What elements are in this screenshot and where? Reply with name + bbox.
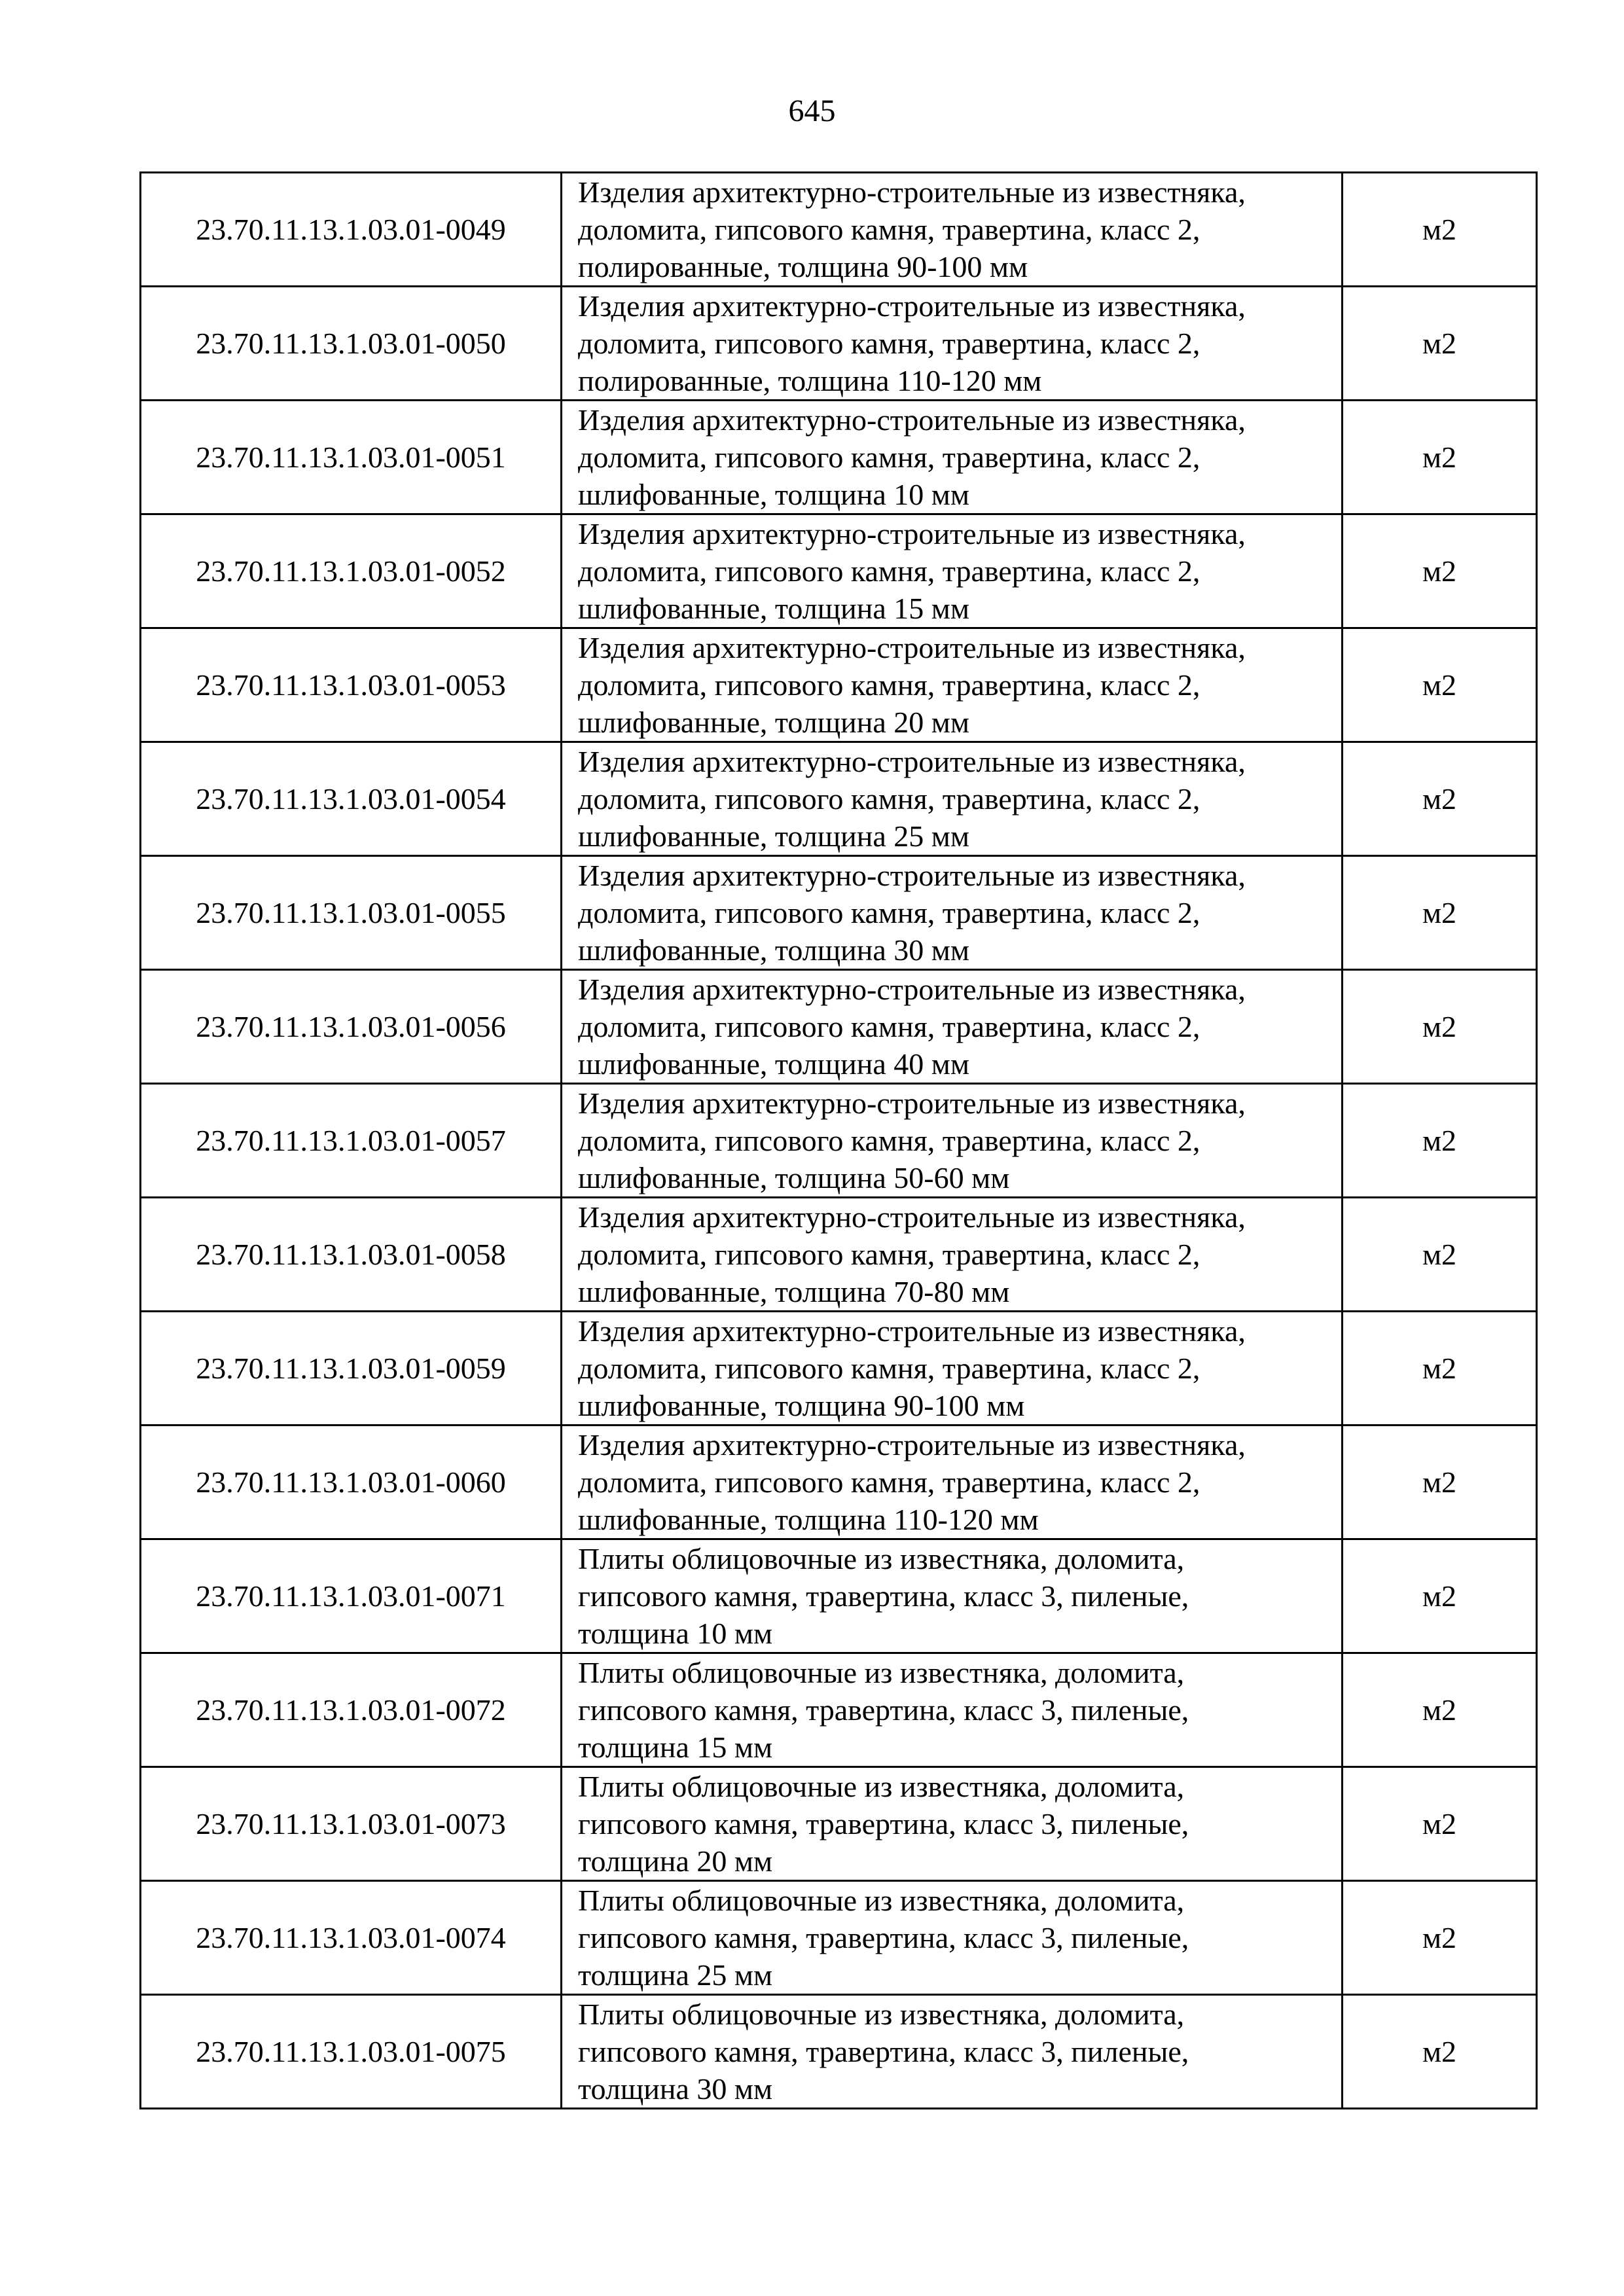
unit-cell: м2 — [1343, 742, 1537, 856]
resource-table — [139, 171, 1538, 2109]
table-row — [141, 856, 1537, 970]
resource-code-cell: 23.70.11.13.1.03.01-0056 — [141, 970, 562, 1084]
resource-code-cell: 23.70.11.13.1.03.01-0058 — [141, 1198, 562, 1312]
resource-name-line: толщина 30 мм — [578, 2072, 773, 2106]
resource-name-cell — [562, 1767, 1343, 1881]
table-row — [141, 1995, 1537, 2109]
unit-cell: м2 — [1343, 287, 1537, 401]
resource-code-cell: 23.70.11.13.1.03.01-0071 — [141, 1539, 562, 1653]
unit-cell: м2 — [1343, 514, 1537, 628]
resource-name-line: Изделия архитектурно-строительные из известняка, — [578, 1086, 1246, 1120]
resource-name-line: Изделия архитектурно-строительные из известняка, — [578, 1428, 1246, 1462]
resource-name-line: гипсового камня, травертина, класс 3, пиленые, — [578, 1921, 1189, 1954]
resource-name-line: Изделия архитектурно-строительные из известняка, — [578, 1314, 1246, 1348]
resource-name-line: доломита, гипсового камня, травертина, класс 2, — [578, 1010, 1200, 1043]
resource-code-cell: 23.70.11.13.1.03.01-0053 — [141, 628, 562, 742]
resource-name-line: толщина 20 мм — [578, 1844, 773, 1878]
resource-name-cell — [562, 1198, 1343, 1312]
resource-name-line: гипсового камня, травертина, класс 3, пиленые, — [578, 2035, 1189, 2068]
resource-code-cell: 23.70.11.13.1.03.01-0050 — [141, 287, 562, 401]
table-row — [141, 628, 1537, 742]
unit-cell: м2 — [1343, 970, 1537, 1084]
resource-name-line: доломита, гипсового камня, травертина, класс 2, — [578, 440, 1200, 474]
resource-name-cell — [562, 1312, 1343, 1426]
table-row — [141, 173, 1537, 287]
resource-name-cell — [562, 1881, 1343, 1995]
resource-name-line: Изделия архитектурно-строительные из известняка, — [578, 1200, 1246, 1234]
resource-name-line: шлифованные, толщина 40 мм — [578, 1047, 970, 1081]
resource-name-cell — [562, 856, 1343, 970]
resource-name-line: Изделия архитектурно-строительные из известняка, — [578, 517, 1246, 550]
resource-name-cell — [562, 514, 1343, 628]
resource-name-cell — [562, 1426, 1343, 1539]
resource-name-line: Плиты облицовочные из известняка, доломита, — [578, 1884, 1185, 1917]
resource-name-cell — [562, 1539, 1343, 1653]
table-row — [141, 1539, 1537, 1653]
unit-cell: м2 — [1343, 1084, 1537, 1198]
unit-cell: м2 — [1343, 173, 1537, 287]
table-row — [141, 1084, 1537, 1198]
resource-name-cell — [562, 628, 1343, 742]
table-row — [141, 1767, 1537, 1881]
resource-code-cell: 23.70.11.13.1.03.01-0059 — [141, 1312, 562, 1426]
resource-name-line: доломита, гипсового камня, травертина, класс 2, — [578, 1465, 1200, 1499]
resource-name-line: шлифованные, толщина 110-120 мм — [578, 1503, 1039, 1536]
table-row — [141, 1312, 1537, 1426]
resource-name-line: доломита, гипсового камня, травертина, класс 2, — [578, 782, 1200, 816]
table-row — [141, 742, 1537, 856]
resource-name-cell — [562, 401, 1343, 514]
resource-code-cell: 23.70.11.13.1.03.01-0054 — [141, 742, 562, 856]
resource-code-cell: 23.70.11.13.1.03.01-0060 — [141, 1426, 562, 1539]
unit-cell: м2 — [1343, 1881, 1537, 1995]
resource-name-line: шлифованные, толщина 20 мм — [578, 706, 970, 739]
resource-code-cell: 23.70.11.13.1.03.01-0049 — [141, 173, 562, 287]
resource-name-line: полированные, толщина 110-120 мм — [578, 364, 1042, 397]
resource-name-line: шлифованные, толщина 50-60 мм — [578, 1161, 1010, 1194]
resource-name-cell — [562, 742, 1343, 856]
resource-code-cell: 23.70.11.13.1.03.01-0074 — [141, 1881, 562, 1995]
table-row — [141, 401, 1537, 514]
resource-name-line: толщина 15 мм — [578, 1731, 773, 1764]
resource-name-line: доломита, гипсового камня, травертина, класс 2, — [578, 668, 1200, 702]
resource-name-line: доломита, гипсового камня, травертина, класс 2, — [578, 896, 1200, 929]
unit-cell: м2 — [1343, 628, 1537, 742]
resource-name-line: Плиты облицовочные из известняка, доломита, — [578, 1656, 1185, 1689]
resource-name-line: полированные, толщина 90-100 мм — [578, 250, 1028, 283]
resource-code-cell: 23.70.11.13.1.03.01-0051 — [141, 401, 562, 514]
resource-name-line: Изделия архитектурно-строительные из известняка, — [578, 859, 1246, 892]
resource-name-line: Плиты облицовочные из известняка, доломита, — [578, 1998, 1185, 2031]
resource-name-line: гипсового камня, травертина, класс 3, пиленые, — [578, 1693, 1189, 1727]
table-row — [141, 1653, 1537, 1767]
resource-name-cell — [562, 1995, 1343, 2109]
resource-name-line: шлифованные, толщина 25 мм — [578, 819, 970, 853]
page-number: 645 — [788, 94, 836, 128]
resource-code-cell: 23.70.11.13.1.03.01-0073 — [141, 1767, 562, 1881]
resource-name-line: шлифованные, толщина 70-80 мм — [578, 1275, 1010, 1308]
unit-cell: м2 — [1343, 856, 1537, 970]
resource-name-line: доломита, гипсового камня, травертина, класс 2, — [578, 1124, 1200, 1157]
resource-name-line: Изделия архитектурно-строительные из известняка, — [578, 175, 1246, 209]
resource-code-cell: 23.70.11.13.1.03.01-0052 — [141, 514, 562, 628]
resource-name-line: гипсового камня, травертина, класс 3, пиленые, — [578, 1579, 1189, 1613]
unit-cell: м2 — [1343, 1653, 1537, 1767]
resource-name-cell — [562, 173, 1343, 287]
resource-name-line: Изделия архитектурно-строительные из известняка, — [578, 745, 1246, 778]
table-row — [141, 1198, 1537, 1312]
unit-cell: м2 — [1343, 1539, 1537, 1653]
resource-name-cell — [562, 287, 1343, 401]
resource-name-line: Плиты облицовочные из известняка, доломита, — [578, 1770, 1185, 1803]
resource-name-line: Изделия архитектурно-строительные из известняка, — [578, 631, 1246, 664]
resource-name-cell — [562, 1084, 1343, 1198]
unit-cell: м2 — [1343, 1995, 1537, 2109]
resource-code-cell: 23.70.11.13.1.03.01-0075 — [141, 1995, 562, 2109]
resource-name-line: Изделия архитектурно-строительные из известняка, — [578, 973, 1246, 1006]
unit-cell: м2 — [1343, 401, 1537, 514]
resource-name-line: доломита, гипсового камня, травертина, класс 2, — [578, 213, 1200, 246]
resource-name-line: толщина 10 мм — [578, 1617, 773, 1650]
table-row — [141, 287, 1537, 401]
table-row — [141, 970, 1537, 1084]
unit-cell: м2 — [1343, 1312, 1537, 1426]
resource-name-line: шлифованные, толщина 15 мм — [578, 592, 970, 625]
resource-name-line: шлифованные, толщина 90-100 мм — [578, 1389, 1025, 1422]
resource-name-line: доломита, гипсового камня, травертина, класс 2, — [578, 554, 1200, 588]
resource-name-line: шлифованные, толщина 30 мм — [578, 933, 970, 967]
resource-name-line: шлифованные, толщина 10 мм — [578, 478, 970, 511]
resource-name-line: гипсового камня, травертина, класс 3, пиленые, — [578, 1807, 1189, 1840]
resource-code-cell: 23.70.11.13.1.03.01-0055 — [141, 856, 562, 970]
table-row — [141, 1426, 1537, 1539]
unit-cell: м2 — [1343, 1198, 1537, 1312]
resource-name-cell — [562, 1653, 1343, 1767]
resource-code-cell: 23.70.11.13.1.03.01-0057 — [141, 1084, 562, 1198]
resource-name-line: доломита, гипсового камня, травертина, класс 2, — [578, 327, 1200, 360]
resource-name-line: толщина 25 мм — [578, 1958, 773, 1992]
resource-name-line: Изделия архитектурно-строительные из известняка, — [578, 289, 1246, 323]
unit-cell: м2 — [1343, 1426, 1537, 1539]
table-row — [141, 1881, 1537, 1995]
table-row — [141, 514, 1537, 628]
resource-name-line: Изделия архитектурно-строительные из известняка, — [578, 403, 1246, 437]
resource-name-line: доломита, гипсового камня, травертина, класс 2, — [578, 1352, 1200, 1385]
resource-code-cell: 23.70.11.13.1.03.01-0072 — [141, 1653, 562, 1767]
table-body — [141, 173, 1537, 2109]
resource-name-line: Плиты облицовочные из известняка, доломита, — [578, 1542, 1185, 1575]
resource-name-cell — [562, 970, 1343, 1084]
resource-name-line: доломита, гипсового камня, травертина, класс 2, — [578, 1238, 1200, 1271]
unit-cell: м2 — [1343, 1767, 1537, 1881]
